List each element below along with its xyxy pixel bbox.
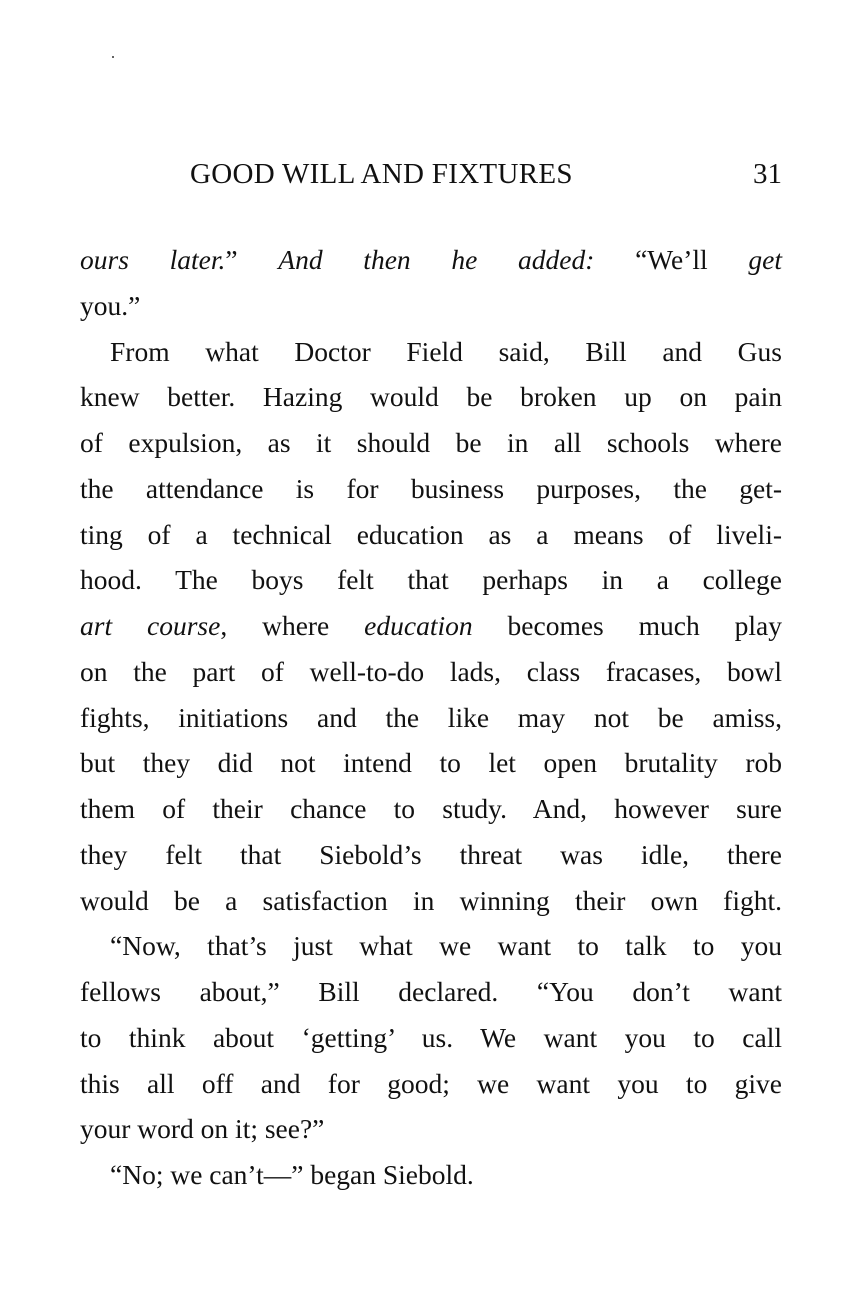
- text-line-17: [80, 969, 782, 1015]
- text-line-18: [80, 1015, 782, 1061]
- text-line-9: [80, 603, 782, 649]
- text-run: you.”: [80, 289, 141, 321]
- text-run: on the part of well-to-do lads, class fracases, bowl: [80, 655, 782, 687]
- text-line-11: [80, 695, 782, 741]
- text-line-20: [80, 1106, 782, 1152]
- text-line-16: [80, 923, 782, 969]
- text-run: ting of a technical education as a means of liveli-: [80, 518, 782, 550]
- text-run: art course: [80, 610, 221, 641]
- text-line-21: [80, 1152, 782, 1198]
- text-run: of expulsion, as it should be in all schools where: [80, 427, 782, 458]
- text-line-4: [80, 374, 782, 420]
- running-head: [80, 158, 782, 202]
- text-line-14: [80, 832, 782, 878]
- text-run: your word on it; see?”: [80, 1113, 325, 1145]
- text-line-7: [80, 512, 782, 558]
- text-line-8: [80, 557, 782, 603]
- text-run: “We’ll: [594, 244, 749, 275]
- text-run: And then he added:: [278, 244, 595, 275]
- text-line-6: [80, 466, 782, 512]
- text-run: to think about ‘getting’ us. We want you to call: [80, 1021, 782, 1053]
- text-run: “No; we can’t—” began Siebold.: [110, 1159, 474, 1190]
- text-run: knew better. Hazing would be broken up on pain: [80, 381, 782, 413]
- text-line-5: [80, 420, 782, 466]
- text-line-2: [80, 283, 782, 329]
- text-run: them of their chance to study. And, however sure: [80, 793, 782, 824]
- text-run: fights, initiations and the like may not be amiss,: [80, 701, 782, 733]
- text-line-10: [80, 649, 782, 695]
- running-title: GOOD WILL AND FIXTURES: [190, 158, 573, 190]
- page-number: 31: [753, 158, 782, 190]
- text-run: becomes much play: [472, 610, 782, 641]
- page-speck: [112, 56, 114, 58]
- text-line-1: [80, 237, 782, 283]
- text-run: get: [748, 244, 782, 275]
- text-run: this all off and for good; we want you to give: [80, 1067, 782, 1099]
- text-run: fellows about,” Bill declared. “You don’t want: [80, 976, 782, 1007]
- text-run: ours later.: [80, 244, 226, 275]
- text-line-13: [80, 786, 782, 832]
- text-run: education: [364, 610, 473, 641]
- text-line-15: [80, 878, 782, 924]
- text-line-19: [80, 1061, 782, 1107]
- text-run: ”: [225, 244, 279, 275]
- text-run: , where: [220, 610, 365, 641]
- text-run: they felt that Siebold’s threat was idle, there: [80, 838, 782, 870]
- text-run: would be a satisfaction in winning their own fight.: [80, 884, 782, 916]
- text-run: “Now, that’s just what we want to talk to you: [110, 930, 782, 962]
- text-run: From what Doctor Field said, Bill and Gus: [110, 335, 782, 367]
- text-run: but they did not intend to let open brutality rob: [80, 747, 782, 779]
- body-text: [80, 237, 782, 1198]
- text-line-3: [80, 329, 782, 375]
- text-line-12: [80, 740, 782, 786]
- text-run: hood. The boys felt that perhaps in a college: [80, 564, 782, 596]
- text-run: the attendance is for business purposes, the get-: [80, 472, 782, 504]
